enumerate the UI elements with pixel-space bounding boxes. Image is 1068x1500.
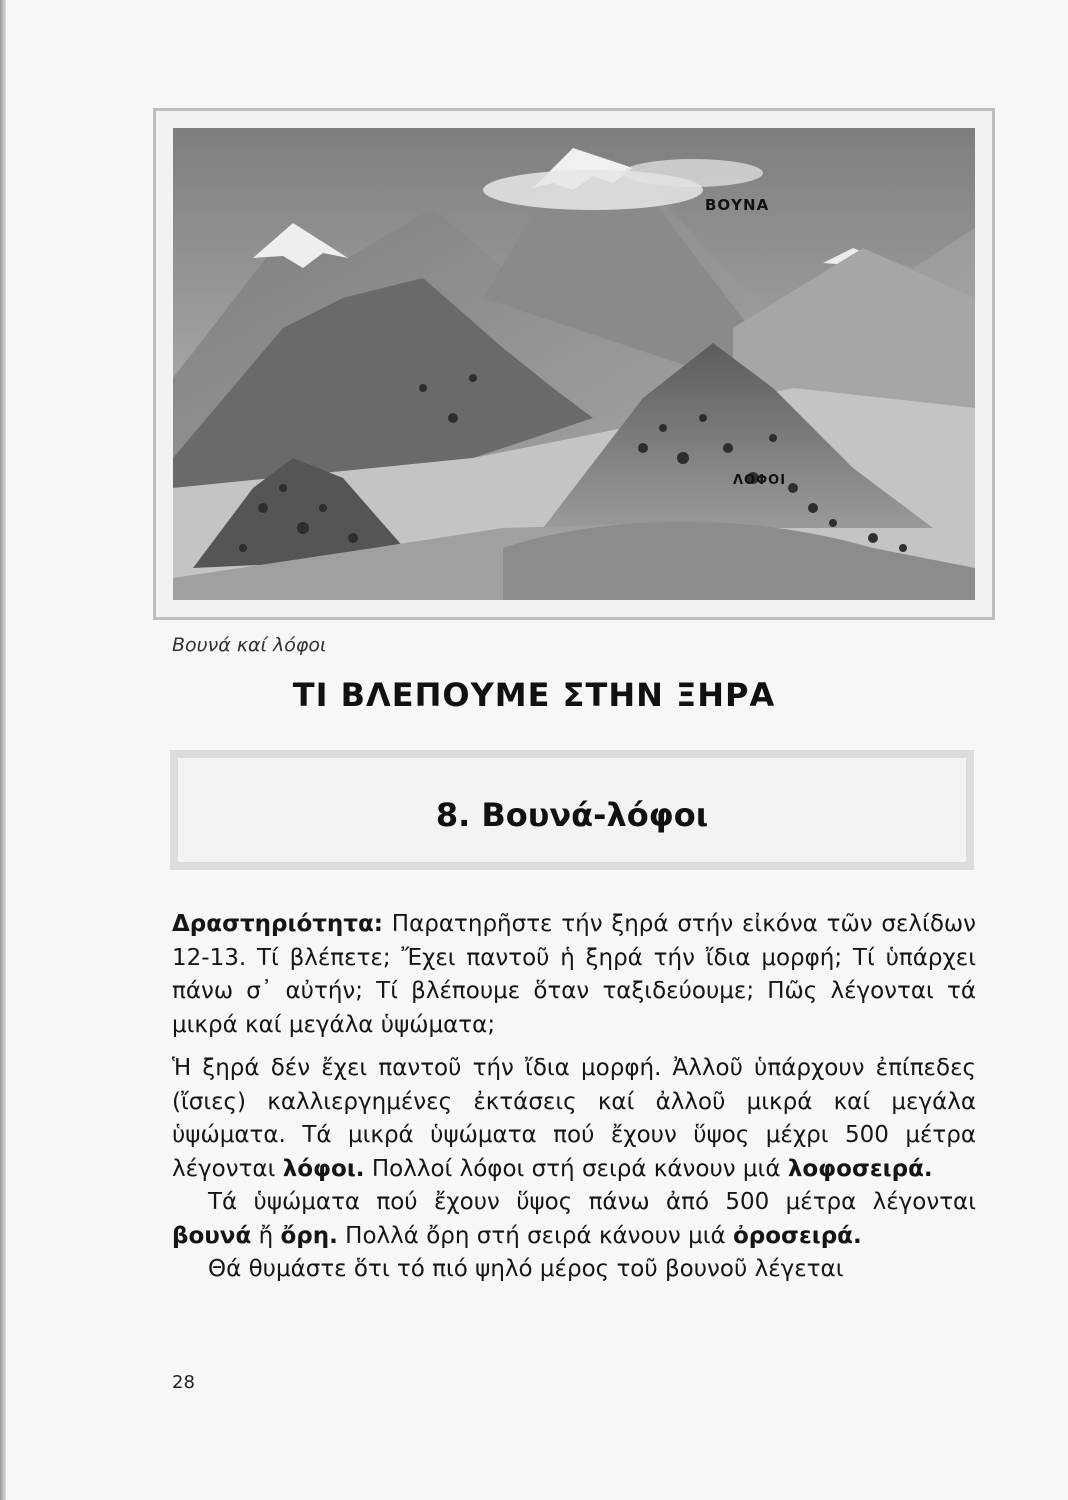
activity-label: Δραστηριότητα: bbox=[172, 911, 383, 937]
page-number: 28 bbox=[172, 1372, 195, 1393]
paragraph-3: Θά θυμάστε ὅτι τό πιό ψηλό μέρος τοῦ βουνοῦ λέγεται bbox=[208, 1256, 844, 1282]
paragraph-2-text-1: Τά ὑψώματα πού ἔχουν ὕψος πάνω ἀπό 500 μέτρα λέγονται bbox=[208, 1189, 976, 1215]
lesson-title: 8. Βουνά-λόφοι bbox=[435, 796, 709, 834]
paragraph-2-text-3: Πολλά ὄρη στή σειρά κάνουν μιά bbox=[337, 1222, 733, 1249]
activity-text: Παρατηρῆστε τήν ξηρά στήν εἰκόνα τῶν σελίδων 12-13. Τί βλέπετε; Ἔχει παντοῦ ἡ ξηρά τήν ἴδια μορφή; Τί ὑπάρχει πάνω σ᾿ αὐτήν; Τί βλέπουμε ὅταν ταξιδεύουμε; Πῶς λέγονται τά μικρά καί μεγάλα ὑψώματα; bbox=[172, 911, 976, 1038]
label-mountains: ΒΟΥΝΑ bbox=[705, 196, 770, 214]
term-hill-range: λοφοσειρά. bbox=[787, 1155, 933, 1182]
term-mountains: βουνά bbox=[172, 1222, 252, 1249]
page-edge bbox=[0, 0, 6, 1500]
paragraph-1-text-1: Ἡ ξηρά δέν ἔχει παντοῦ τήν ἴδια μορφή. Ἀλλοῦ ὑπάρχουν ἐπίπεδες (ἴσιες) καλλιεργημένες ἐκτάσεις καί ἀλλοῦ μικρά καί μεγάλα ὑψώματα. Τά μικρά ὑψώματα πού ἔχουν ὕψος μέχρι 500 μέτρα λέγονται bbox=[172, 1055, 976, 1182]
term-hills: λόφοι. bbox=[282, 1155, 365, 1182]
label-hills: ΛΟΦΟΙ bbox=[733, 473, 787, 488]
figure-caption: Βουνά καί λόφοι bbox=[172, 634, 327, 656]
term-mountain-range: ὀροσειρά. bbox=[732, 1222, 862, 1249]
section-title: ΤΙ ΒΛΕΠΟΥΜΕ ΣΤΗΝ ΞΗΡΑ bbox=[292, 676, 776, 714]
paragraph-2 bbox=[172, 1186, 976, 1253]
paragraph-1 bbox=[172, 1052, 976, 1186]
lesson-title-box bbox=[170, 750, 974, 870]
body-text bbox=[172, 908, 976, 1287]
paragraph-2-text-2: ἤ bbox=[251, 1222, 281, 1249]
illustration-frame bbox=[153, 108, 995, 620]
term-ori: ὄρη. bbox=[280, 1222, 338, 1249]
activity-paragraph bbox=[172, 908, 976, 1042]
mountains-hills-illustration bbox=[173, 128, 975, 600]
paragraph-1-text-2: Πολλοί λόφοι στή σειρά κάνουν μιά bbox=[364, 1155, 788, 1182]
